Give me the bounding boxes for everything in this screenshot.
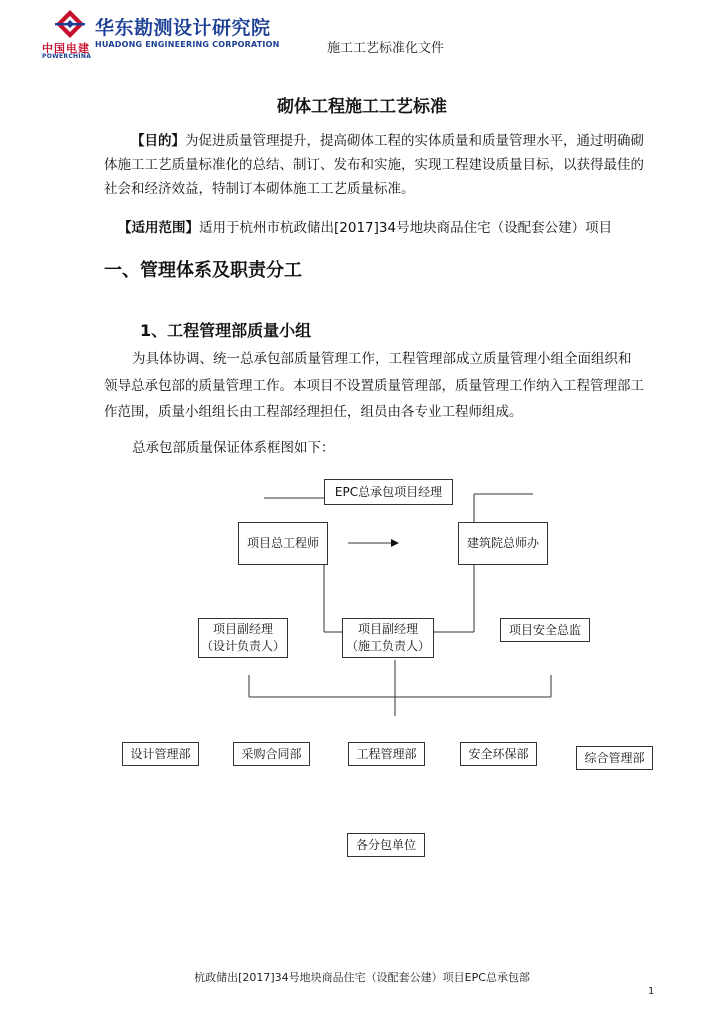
department-engineering-box: 工程管理部 bbox=[348, 742, 425, 766]
deputy-construction-line1: 项目副经理 bbox=[357, 622, 418, 636]
scope-label: 【适用范围】 bbox=[118, 220, 199, 236]
logo-right-en: HUADONG ENGINEERING CORPORATION bbox=[95, 40, 280, 49]
department-safety-env-box: 安全环保部 bbox=[460, 742, 537, 766]
chart-intro: 总承包部质量保证体系框图如下： bbox=[132, 440, 335, 456]
deputy-construction-line2: （施工负责人） bbox=[345, 639, 430, 653]
department-general-admin-box: 综合管理部 bbox=[576, 746, 653, 770]
body-paragraph: 为具体协调、统一总承包部质量管理工作，工程管理部成立质量管理小组全面组织和领导总承包部的质量管理工作。本项目不设置质量管理部，质量管理工作纳入工程管理部工作范围，质量小组组长由工程部经理担任，组员由各专业工程师组成。 bbox=[104, 351, 644, 420]
department-design-box: 设计管理部 bbox=[122, 742, 199, 766]
institute-chief-office-box: 建筑院总师办 bbox=[458, 522, 548, 565]
deputy-manager-construction-box bbox=[342, 618, 434, 658]
section-heading: 一、管理体系及职责分工 bbox=[104, 260, 302, 281]
logo-right-cn: 华东勘测设计研究院 bbox=[95, 17, 271, 39]
subcontractors-box: 各分包单位 bbox=[347, 833, 425, 857]
subsection-heading: 1、工程管理部质量小组 bbox=[140, 321, 312, 340]
header-doc-type: 施工工艺标准化文件 bbox=[327, 41, 445, 56]
page-footer: 杭政储出[2017]34号地块商品住宅（设配套公建）项目EPC总承包部 bbox=[194, 971, 530, 984]
page-number: 1 bbox=[648, 986, 655, 997]
purpose-label: 【目的】 bbox=[131, 133, 185, 149]
purpose-text: 为促进质量管理提升，提高砌体工程的实体质量和质量管理水平，通过明确砌体施工工艺质量标准化的总结、制订、发布和实施，实现工程建设质量目标，以获得最佳的社会和经济效益，特制订本砌体施工工艺质量标准。 bbox=[104, 133, 644, 197]
department-procurement-box: 采购合同部 bbox=[233, 742, 310, 766]
epc-project-manager-box: EPC总承包项目经理 bbox=[324, 479, 453, 505]
logo-left-cn: 中国电建 bbox=[42, 42, 90, 55]
chief-engineer-box: 项目总工程师 bbox=[238, 522, 328, 565]
deputy-design-line2: （设计负责人） bbox=[200, 639, 285, 653]
deputy-design-line1: 项目副经理 bbox=[212, 622, 273, 636]
deputy-manager-design-box bbox=[198, 618, 288, 658]
scope-text: 适用于杭州市杭政储出[2017]34号地块商品住宅（设配套公建）项目 bbox=[199, 220, 613, 236]
logo-left-en: POWERCHINA bbox=[42, 53, 92, 60]
safety-director-box: 项目安全总监 bbox=[500, 618, 590, 642]
document-title: 砌体工程施工工艺标准 bbox=[277, 97, 447, 117]
